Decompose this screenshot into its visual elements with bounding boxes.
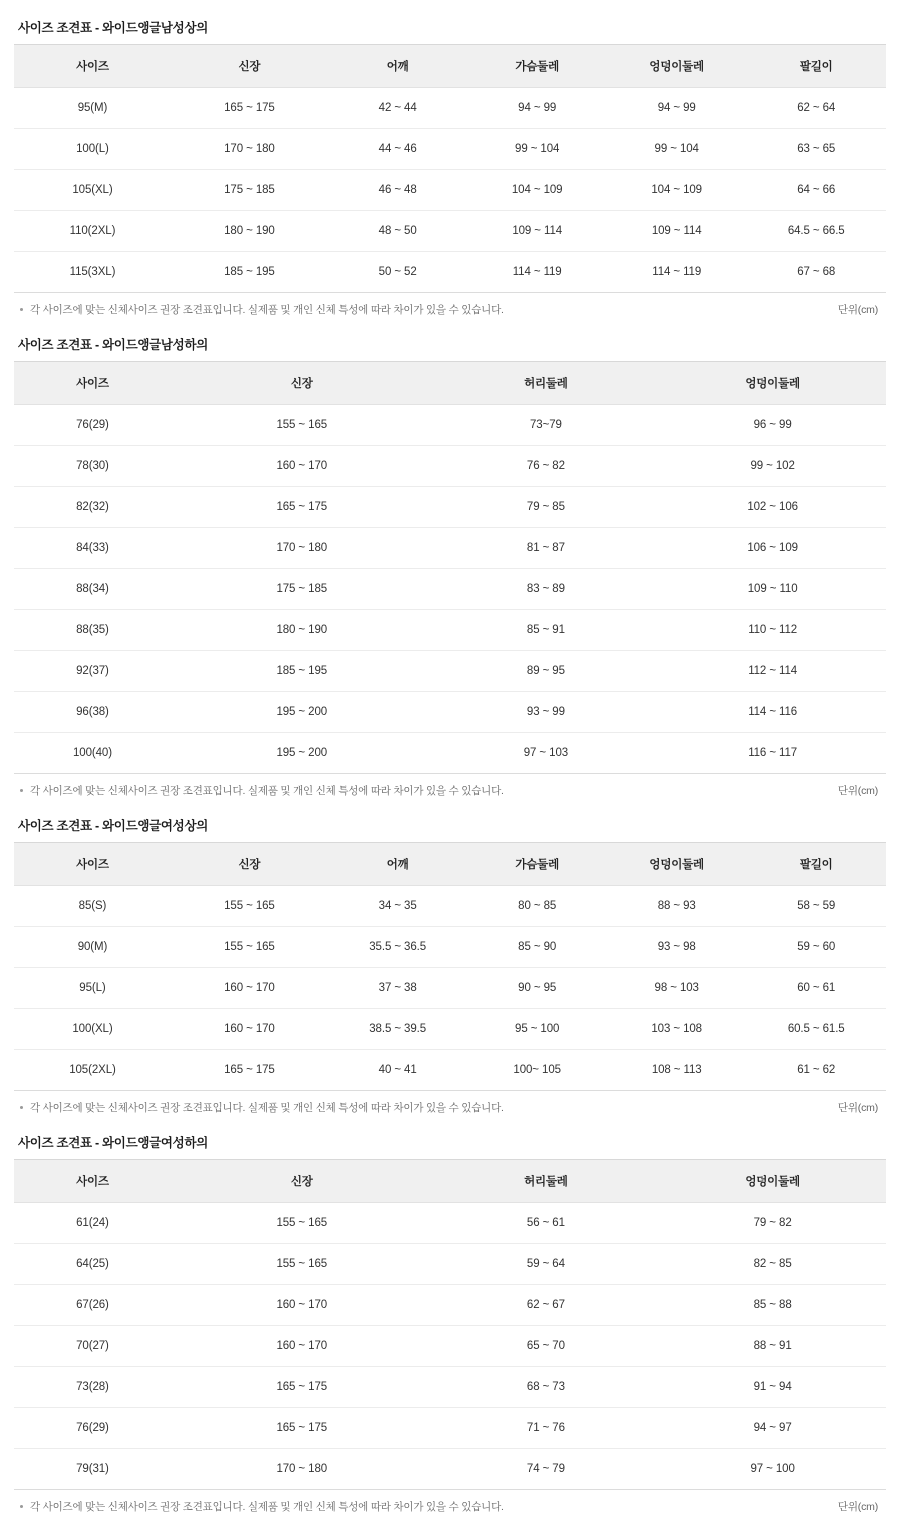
table-row — [14, 1367, 886, 1408]
measurement-cell: 60 ~ 61 — [746, 968, 886, 1009]
measurement-cell: 160 ~ 170 — [171, 968, 328, 1009]
table-row — [14, 733, 886, 774]
note-container — [20, 302, 504, 317]
bullet-icon — [20, 1505, 23, 1508]
measurement-cell: 108 ~ 113 — [607, 1050, 747, 1091]
size-cell: 67(26) — [14, 1285, 171, 1326]
measurement-cell: 160 ~ 170 — [171, 446, 433, 487]
size-cell: 100(40) — [14, 733, 171, 774]
measurement-cell: 109 ~ 114 — [467, 211, 607, 252]
table-row — [14, 170, 886, 211]
measurement-cell: 155 ~ 165 — [171, 886, 328, 927]
note-container — [20, 1499, 504, 1514]
measurement-cell: 42 ~ 44 — [328, 88, 468, 129]
measurement-cell: 82 ~ 85 — [659, 1244, 886, 1285]
table-row — [14, 927, 886, 968]
size-chart-section — [14, 1133, 886, 1514]
measurement-cell: 99 ~ 104 — [467, 129, 607, 170]
section-title: 사이즈 조견표 - 와이드앵글여성하의 — [18, 1136, 209, 1150]
table-row — [14, 1244, 886, 1285]
size-cell: 105(2XL) — [14, 1050, 171, 1091]
measurement-cell: 114 ~ 119 — [467, 252, 607, 293]
measurement-cell: 160 ~ 170 — [171, 1285, 433, 1326]
measurement-cell: 170 ~ 180 — [171, 1449, 433, 1490]
bullet-icon — [20, 308, 23, 311]
size-cell: 70(27) — [14, 1326, 171, 1367]
measurement-cell: 67 ~ 68 — [746, 252, 886, 293]
measurement-cell: 58 ~ 59 — [746, 886, 886, 927]
size-chart-sections — [14, 18, 886, 1514]
measurement-cell: 104 ~ 109 — [607, 170, 747, 211]
measurement-cell: 195 ~ 200 — [171, 692, 433, 733]
size-cell: 96(38) — [14, 692, 171, 733]
measurement-cell: 59 ~ 64 — [433, 1244, 660, 1285]
size-cell: 85(S) — [14, 886, 171, 927]
measurement-cell: 114 ~ 119 — [607, 252, 747, 293]
measurement-cell: 93 ~ 99 — [433, 692, 660, 733]
measurement-cell: 185 ~ 195 — [171, 651, 433, 692]
column-header: 신장 — [171, 1160, 433, 1203]
measurement-cell: 50 ~ 52 — [328, 252, 468, 293]
measurement-cell: 85 ~ 88 — [659, 1285, 886, 1326]
measurement-cell: 63 ~ 65 — [746, 129, 886, 170]
measurement-cell: 109 ~ 110 — [659, 569, 886, 610]
note-container — [20, 783, 504, 798]
column-header: 사이즈 — [14, 843, 171, 886]
size-cell: 82(32) — [14, 487, 171, 528]
measurement-cell: 40 ~ 41 — [328, 1050, 468, 1091]
measurement-cell: 79 ~ 82 — [659, 1203, 886, 1244]
column-header: 사이즈 — [14, 45, 171, 88]
size-table — [14, 44, 886, 293]
section-title: 사이즈 조견표 - 와이드앵글여성상의 — [18, 819, 209, 833]
unit-label: 단위(cm) — [837, 1501, 878, 1513]
measurement-cell: 79 ~ 85 — [433, 487, 660, 528]
measurement-cell: 160 ~ 170 — [171, 1009, 328, 1050]
table-row — [14, 446, 886, 487]
measurement-cell: 83 ~ 89 — [433, 569, 660, 610]
measurement-cell: 65 ~ 70 — [433, 1326, 660, 1367]
measurement-cell: 185 ~ 195 — [171, 252, 328, 293]
column-header: 팔길이 — [746, 45, 886, 88]
table-row — [14, 88, 886, 129]
measurement-cell: 110 ~ 112 — [659, 610, 886, 651]
measurement-cell: 170 ~ 180 — [171, 129, 328, 170]
measurement-cell: 74 ~ 79 — [433, 1449, 660, 1490]
table-row — [14, 1009, 886, 1050]
measurement-cell: 165 ~ 175 — [171, 1367, 433, 1408]
measurement-cell: 175 ~ 185 — [171, 569, 433, 610]
table-note-row — [14, 293, 886, 317]
measurement-cell: 90 ~ 95 — [467, 968, 607, 1009]
measurement-cell: 85 ~ 90 — [467, 927, 607, 968]
size-chart-section — [14, 335, 886, 798]
size-cell: 76(29) — [14, 405, 171, 446]
measurement-cell: 88 ~ 91 — [659, 1326, 886, 1367]
table-row — [14, 1203, 886, 1244]
column-header: 엉덩이둘레 — [607, 843, 747, 886]
measurement-cell: 59 ~ 60 — [746, 927, 886, 968]
size-cell: 100(XL) — [14, 1009, 171, 1050]
note-text: 각 사이즈에 맞는 신체사이즈 권장 조견표입니다. 실제품 및 개인 신체 특성에 따라 차이가 있을 수 있습니다. — [30, 1501, 504, 1513]
table-row — [14, 569, 886, 610]
size-cell: 110(2XL) — [14, 211, 171, 252]
measurement-cell: 56 ~ 61 — [433, 1203, 660, 1244]
measurement-cell: 35.5 ~ 36.5 — [328, 927, 468, 968]
table-header-row — [14, 1160, 886, 1203]
unit-label: 단위(cm) — [837, 785, 878, 797]
column-header: 가슴둘레 — [467, 45, 607, 88]
unit-label: 단위(cm) — [837, 304, 878, 316]
measurement-cell: 100~ 105 — [467, 1050, 607, 1091]
measurement-cell: 37 ~ 38 — [328, 968, 468, 1009]
measurement-cell: 64.5 ~ 66.5 — [746, 211, 886, 252]
size-cell: 100(L) — [14, 129, 171, 170]
measurement-cell: 44 ~ 46 — [328, 129, 468, 170]
table-note-row — [14, 774, 886, 798]
measurement-cell: 38.5 ~ 39.5 — [328, 1009, 468, 1050]
column-header: 엉덩이둘레 — [659, 362, 886, 405]
section-title: 사이즈 조견표 - 와이드앵글남성하의 — [18, 338, 209, 352]
size-cell: 79(31) — [14, 1449, 171, 1490]
measurement-cell: 89 ~ 95 — [433, 651, 660, 692]
table-row — [14, 1050, 886, 1091]
measurement-cell: 85 ~ 91 — [433, 610, 660, 651]
measurement-cell: 170 ~ 180 — [171, 528, 433, 569]
unit-label: 단위(cm) — [837, 1102, 878, 1114]
measurement-cell: 76 ~ 82 — [433, 446, 660, 487]
size-chart-section — [14, 18, 886, 317]
table-row — [14, 610, 886, 651]
column-header: 사이즈 — [14, 1160, 171, 1203]
measurement-cell: 102 ~ 106 — [659, 487, 886, 528]
table-row — [14, 1326, 886, 1367]
measurement-cell: 34 ~ 35 — [328, 886, 468, 927]
measurement-cell: 91 ~ 94 — [659, 1367, 886, 1408]
measurement-cell: 109 ~ 114 — [607, 211, 747, 252]
measurement-cell: 155 ~ 165 — [171, 927, 328, 968]
measurement-cell: 155 ~ 165 — [171, 1203, 433, 1244]
table-note-row — [14, 1091, 886, 1115]
measurement-cell: 61 ~ 62 — [746, 1050, 886, 1091]
table-row — [14, 1408, 886, 1449]
measurement-cell: 94 ~ 99 — [607, 88, 747, 129]
table-row — [14, 252, 886, 293]
size-cell: 64(25) — [14, 1244, 171, 1285]
column-header: 가슴둘레 — [467, 843, 607, 886]
size-cell: 95(L) — [14, 968, 171, 1009]
measurement-cell: 112 ~ 114 — [659, 651, 886, 692]
size-cell: 84(33) — [14, 528, 171, 569]
note-text: 각 사이즈에 맞는 신체사이즈 권장 조견표입니다. 실제품 및 개인 신체 특성에 따라 차이가 있을 수 있습니다. — [30, 785, 504, 797]
measurement-cell: 116 ~ 117 — [659, 733, 886, 774]
measurement-cell: 180 ~ 190 — [171, 610, 433, 651]
measurement-cell: 48 ~ 50 — [328, 211, 468, 252]
table-row — [14, 211, 886, 252]
column-header: 신장 — [171, 843, 328, 886]
note-text: 각 사이즈에 맞는 신체사이즈 권장 조견표입니다. 실제품 및 개인 신체 특성에 따라 차이가 있을 수 있습니다. — [30, 1102, 504, 1114]
bullet-icon — [20, 789, 23, 792]
size-chart-section — [14, 816, 886, 1115]
table-header-row — [14, 843, 886, 886]
bullet-icon — [20, 1106, 23, 1109]
measurement-cell: 94 ~ 99 — [467, 88, 607, 129]
measurement-cell: 195 ~ 200 — [171, 733, 433, 774]
size-cell: 76(29) — [14, 1408, 171, 1449]
size-cell: 88(35) — [14, 610, 171, 651]
measurement-cell: 99 ~ 104 — [607, 129, 747, 170]
measurement-cell: 93 ~ 98 — [607, 927, 747, 968]
measurement-cell: 165 ~ 175 — [171, 487, 433, 528]
column-header: 사이즈 — [14, 362, 171, 405]
measurement-cell: 62 ~ 67 — [433, 1285, 660, 1326]
table-row — [14, 651, 886, 692]
measurement-cell: 64 ~ 66 — [746, 170, 886, 211]
measurement-cell: 62 ~ 64 — [746, 88, 886, 129]
size-table — [14, 842, 886, 1091]
size-cell: 61(24) — [14, 1203, 171, 1244]
measurement-cell: 96 ~ 99 — [659, 405, 886, 446]
measurement-cell: 97 ~ 103 — [433, 733, 660, 774]
measurement-cell: 71 ~ 76 — [433, 1408, 660, 1449]
measurement-cell: 104 ~ 109 — [467, 170, 607, 211]
column-header: 허리둘레 — [433, 362, 660, 405]
table-row — [14, 487, 886, 528]
column-header: 허리둘레 — [433, 1160, 660, 1203]
column-header: 팔길이 — [746, 843, 886, 886]
section-title: 사이즈 조견표 - 와이드앵글남성상의 — [18, 21, 209, 35]
measurement-cell: 175 ~ 185 — [171, 170, 328, 211]
size-cell: 92(37) — [14, 651, 171, 692]
measurement-cell: 99 ~ 102 — [659, 446, 886, 487]
table-header-row — [14, 362, 886, 405]
size-cell: 115(3XL) — [14, 252, 171, 293]
measurement-cell: 155 ~ 165 — [171, 1244, 433, 1285]
table-row — [14, 968, 886, 1009]
measurement-cell: 165 ~ 175 — [171, 88, 328, 129]
size-cell: 95(M) — [14, 88, 171, 129]
measurement-cell: 68 ~ 73 — [433, 1367, 660, 1408]
measurement-cell: 160 ~ 170 — [171, 1326, 433, 1367]
measurement-cell: 155 ~ 165 — [171, 405, 433, 446]
measurement-cell: 114 ~ 116 — [659, 692, 886, 733]
column-header: 신장 — [171, 362, 433, 405]
measurement-cell: 165 ~ 175 — [171, 1408, 433, 1449]
measurement-cell: 88 ~ 93 — [607, 886, 747, 927]
table-row — [14, 692, 886, 733]
note-text: 각 사이즈에 맞는 신체사이즈 권장 조견표입니다. 실제품 및 개인 신체 특성에 따라 차이가 있을 수 있습니다. — [30, 304, 504, 316]
column-header: 엉덩이둘레 — [659, 1160, 886, 1203]
measurement-cell: 180 ~ 190 — [171, 211, 328, 252]
measurement-cell: 73~79 — [433, 405, 660, 446]
column-header: 엉덩이둘레 — [607, 45, 747, 88]
measurement-cell: 106 ~ 109 — [659, 528, 886, 569]
table-row — [14, 129, 886, 170]
size-cell: 73(28) — [14, 1367, 171, 1408]
note-container — [20, 1100, 504, 1115]
table-header-row — [14, 45, 886, 88]
size-cell: 105(XL) — [14, 170, 171, 211]
column-header: 어깨 — [328, 843, 468, 886]
size-cell: 78(30) — [14, 446, 171, 487]
table-row — [14, 1285, 886, 1326]
measurement-cell: 98 ~ 103 — [607, 968, 747, 1009]
table-row — [14, 886, 886, 927]
table-note-row — [14, 1490, 886, 1514]
measurement-cell: 97 ~ 100 — [659, 1449, 886, 1490]
measurement-cell: 60.5 ~ 61.5 — [746, 1009, 886, 1050]
size-table — [14, 361, 886, 774]
column-header: 신장 — [171, 45, 328, 88]
measurement-cell: 80 ~ 85 — [467, 886, 607, 927]
measurement-cell: 103 ~ 108 — [607, 1009, 747, 1050]
measurement-cell: 46 ~ 48 — [328, 170, 468, 211]
measurement-cell: 165 ~ 175 — [171, 1050, 328, 1091]
measurement-cell: 95 ~ 100 — [467, 1009, 607, 1050]
measurement-cell: 81 ~ 87 — [433, 528, 660, 569]
column-header: 어깨 — [328, 45, 468, 88]
table-row — [14, 405, 886, 446]
measurement-cell: 94 ~ 97 — [659, 1408, 886, 1449]
table-row — [14, 1449, 886, 1490]
size-table — [14, 1159, 886, 1490]
size-cell: 88(34) — [14, 569, 171, 610]
table-row — [14, 528, 886, 569]
size-cell: 90(M) — [14, 927, 171, 968]
